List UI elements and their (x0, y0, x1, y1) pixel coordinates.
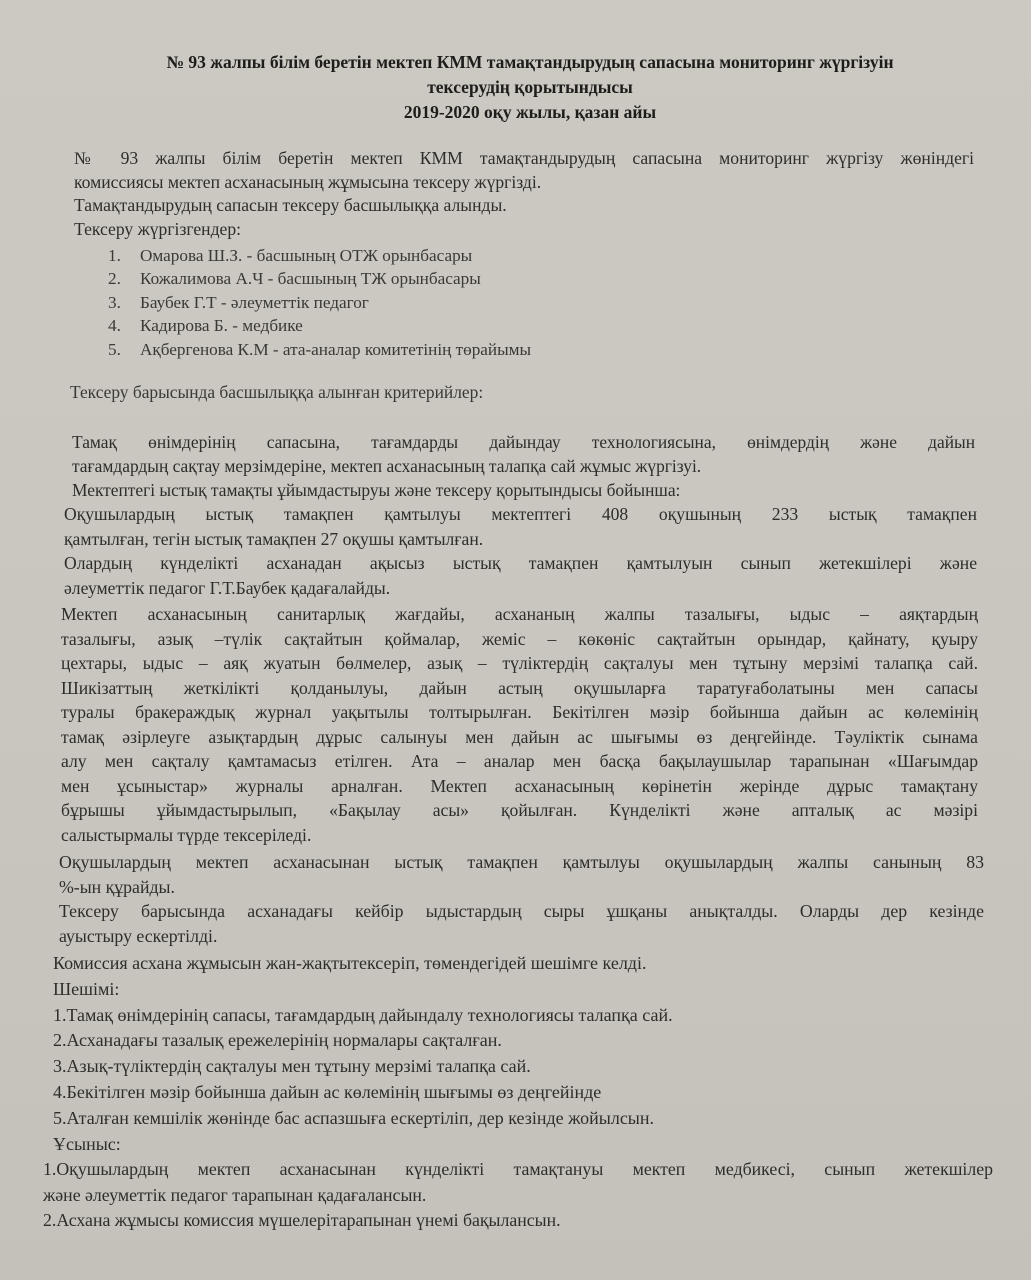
text-line: Шикізаттың жеткілікті қолданылуы, дайын астың оқушыларға таратуғаболатыны мен сапасы (61, 677, 978, 698)
decision-item: 1.Тамақ өнімдерінің сапасы, тағамдардың дайындалу технологиясы талапқа сай. (53, 1004, 673, 1025)
text-line: ауыстыру ескертілді. (59, 925, 218, 946)
criteria-heading: Тексеру барысында басшылыққа алынған критерийлер: (70, 382, 484, 402)
text-line: %-ын құрайды. (59, 876, 175, 897)
title-line: 2019-2020 оқу жылы, қазан айы (403, 102, 657, 122)
proposal-item-continuation: және әлеуметтік педагог тарапынан қадағалансын. (43, 1184, 427, 1205)
decision-heading: Шешімі: (53, 978, 120, 999)
hot-meals-paragraph (64, 502, 977, 600)
text-line: Тамақтандырудың сапасын тексеру басшылыққа алынды. (74, 195, 507, 215)
inspectors-list (108, 244, 708, 361)
list-number: 3. (108, 292, 121, 312)
text-line: Тексеру барысында асханадағы кейбір ыдыстардың сыры ұшқаны анықталды. Оларды дер кезінде (59, 901, 984, 921)
list-item (108, 314, 708, 337)
text-line: цехтары, ыдыс – аяқ жуатын бөлмелер, азық – түліктердің сақталуы мен тұтыну мерзімі талапқа сай. (61, 653, 978, 673)
text-line: әлеуметтік педагог Г.Т.Баубек қадағалайды. (64, 577, 391, 598)
text-line: алу мен сақталу қамтамасыз етілген. Ата – аналар мен басқа бақылаушылар тарапынан «Шағымдар (61, 751, 978, 771)
list-item (108, 291, 708, 314)
title-line: тексерудің қорытындысы (427, 77, 633, 97)
text-line: Оқушылардың мектеп асханасынан ыстық тамақпен қамтылуы оқушылардың жалпы санының 83 (59, 852, 984, 872)
decision-section (53, 951, 853, 1157)
text-line: мен ұсыныстар» журналы арналған. Мектеп асханасының көрінетін жерінде дұрыс тамақтану (61, 775, 978, 796)
text-line: комиссиясы мектеп асханасының жұмысына тексеру жүргізді. (74, 171, 542, 192)
coverage-paragraph (59, 850, 984, 948)
list-text: Ақбергенова К.М - ата-аналар комитетінің төрайымы (140, 339, 532, 359)
list-text: Баубек Г.Т - әлеуметтік педагог (140, 292, 369, 312)
text-line: салыстырмалы түрде тексеріледі. (61, 824, 312, 845)
decision-item: 4.Бекітілген мәзір бойынша дайын ас көлемінің шығымы өз деңгейінде (53, 1081, 602, 1102)
text-line: бұрышы ұйымдастырылып, «Бақылау асы» қойылған. Күнделікті және апталық ас мәзірі (61, 800, 978, 820)
sanitary-paragraph (61, 602, 978, 847)
decision-item: 3.Азық-түліктердің сақталуы мен тұтыну мерзімі талапқа сай. (53, 1056, 531, 1077)
intro-paragraph (74, 147, 974, 241)
proposal-section (43, 1157, 993, 1234)
decision-item: 2.Асханадағы тазалық ережелерінің нормалары сақталған. (53, 1030, 502, 1051)
text-line: тағамдардың сақтау мерзімдеріне, мектеп асханасының талапқа сай жұмыс жүргізуі. (72, 456, 702, 476)
text-line: қамтылған, тегін ыстық тамақпен 27 оқушы қамтылған. (64, 528, 484, 549)
decision-item: 5.Аталған кемшілік жөнінде бас аспазшыға ескертіліп, дер кезінде жойылсын. (53, 1107, 655, 1128)
title-line: № 93 жалпы білім беретін мектеп КММ тамақтандырудың сапасына мониторинг жүргізуін (166, 52, 894, 72)
list-number: 2. (108, 269, 121, 289)
proposal-heading: Ұсыныс: (53, 1133, 121, 1154)
list-item (108, 267, 708, 290)
list-text: Кожалимова А.Ч - басшының ТЖ орынбасары (140, 269, 481, 289)
text-line: тазалығы, азық –түлік сақтайтын қоймалар, жеміс – көкөніс сақтайтын орындар, қайнату, қуыру (61, 628, 978, 649)
list-number: 1. (108, 246, 121, 265)
text-line: тамақ әзірлеуге азықтардың дұрыс салынуы мен дайын ас шығымы өз деңгейінде. Тәуліктік сынама (61, 726, 978, 747)
list-text: Омарова Ш.З. - басшының ОТЖ орынбасары (140, 246, 473, 265)
list-number: 5. (108, 339, 121, 359)
text-line: № 93 жалпы білім беретін мектеп КММ тамақтандырудың сапасына мониторинг жүргізу жөніндегі (74, 148, 974, 168)
text-line: Мектептегі ыстық тамақты ұйымдастыруы және тексеру қорытындысы бойынша: (72, 480, 681, 500)
list-item (108, 244, 708, 267)
text-line: Мектеп асханасының санитарлық жағдайы, асхананың жалпы тазалығы, ыдыс – аяқтардың (61, 604, 978, 624)
list-number: 4. (108, 316, 121, 336)
list-text: Кадирова Б. - медбике (140, 316, 303, 336)
proposal-item: 1.Оқушылардың мектеп асханасынан күнделікті тамақтануы мектеп медбикесі, сынып жетекшілер (43, 1159, 993, 1179)
text-line: Олардың күнделікті асханадан ақысыз ыстық тамақпен қамтылуын сынып жетекшілері және (64, 553, 977, 573)
text-line: Оқушылардың ыстық тамақпен қамтылуы мектептегі 408 оқушының 233 ыстық тамақпен (64, 504, 977, 524)
text-line: туралы бракераждық журнал уақытылы толтырылған. Бекітілген мәзір бойынша дайын ас көлемінің (61, 702, 978, 722)
text-line: Тексеру жүргізгендер: (74, 218, 242, 239)
list-item (108, 338, 708, 361)
proposal-item: 2.Асхана жұмысы комиссия мүшелерітарапынан үнемі бақылансын. (43, 1210, 561, 1230)
document-title (60, 50, 1000, 125)
criteria-paragraph (72, 430, 975, 502)
text-line: Тамақ өнімдерінің сапасына, тағамдарды дайындау технологиясына, өнімдердің және дайын (72, 432, 975, 452)
decision-intro: Комиссия асхана жұмысын жан-жақтытексеріп, төмендегідей шешімге келді. (53, 953, 647, 973)
